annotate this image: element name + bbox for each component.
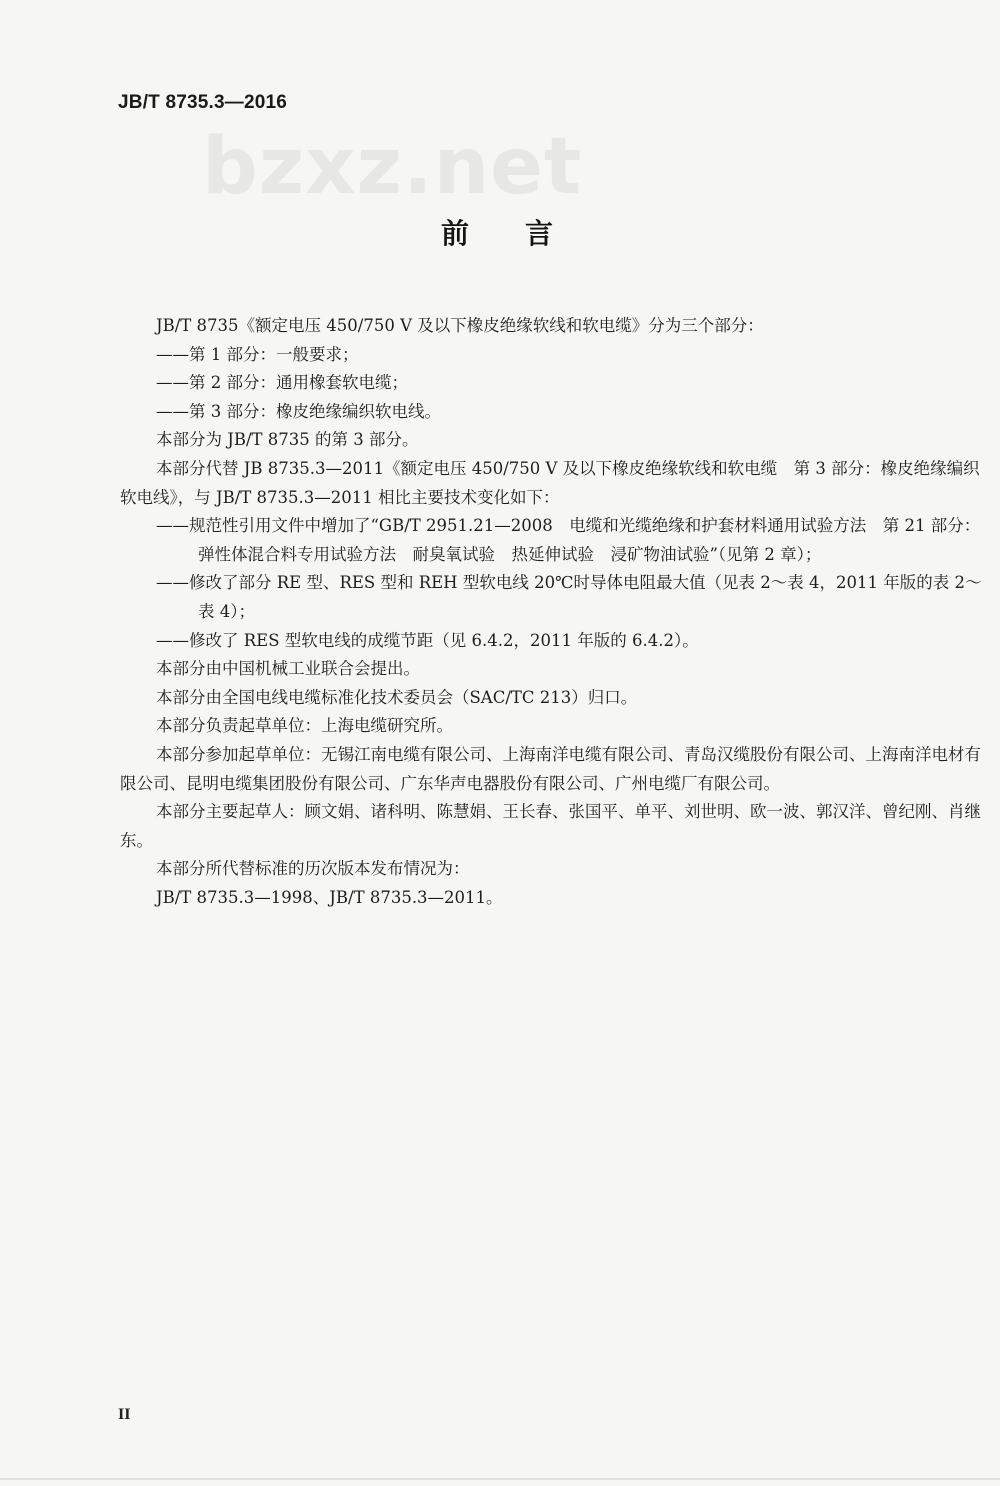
paragraph-intro: JB/T 8735《额定电压 450/750 V 及以下橡皮绝缘软线和软电缆》分为三个部分： xyxy=(156,316,764,335)
page-number: II xyxy=(118,1406,131,1423)
bottom-divider xyxy=(0,1478,1000,1480)
paragraph-history: JB/T 8735.3—1998、JB/T 8735.3—2011。 xyxy=(156,887,503,907)
paragraph-drafters: 本部分主要起草人：顾文娟、诸科明、陈慧娟、王长春、张国平、单平、刘世明、欧一波、郭汉洋、曾纪刚、肖继东。 xyxy=(120,802,981,850)
page-title: 前言 xyxy=(440,217,609,250)
document-body xyxy=(120,312,982,912)
standard-code: JB/T 8735.3—2016 xyxy=(118,92,288,113)
paragraph-this-part: 本部分为 JB/T 8735 的第 3 部分。 xyxy=(156,430,419,450)
list-item-change2: ——修改了部分 RE 型、RES 型和 REH 型软电线 20℃时导体电阻最大值（见表 2～表 4，2011 年版的表 2～表 4）； xyxy=(156,573,982,621)
paragraph-drafting-unit: 本部分负责起草单位：上海电缆研究所。 xyxy=(156,716,453,736)
list-item-change1: ——规范性引用文件中增加了“GB/T 2951.21—2008 电缆和光缆绝缘和护套材料通用试验方法 第 21 部分：弹性体混合料专用试验方法 耐臭氧试验 热延伸试验 浸矿物油试验”（见第 2 章）； xyxy=(156,516,981,564)
list-item-part3: ——第 3 部分：橡皮绝缘编织软电线。 xyxy=(156,401,441,421)
watermark: bzxz.net xyxy=(202,122,583,212)
paragraph-participating: 本部分参加起草单位：无锡江南电缆有限公司、上海南洋电缆有限公司、青岛汉缆股份有限公司、上海南洋电材有限公司、昆明电缆集团股份有限公司、广东华声电器股份有限公司、广州电缆厂有限公司。 xyxy=(120,744,981,793)
paragraph-replaces: 本部分代替 JB 8735.3—2011《额定电压 450/750 V 及以下橡皮绝缘软线和软电缆 第 3 部分：橡皮绝缘编织软电线》，与 JB/T 8735.3—2011 相比主要技术变化如下： xyxy=(120,458,980,507)
paragraph-history-intro: 本部分所代替标准的历次版本发布情况为： xyxy=(156,859,470,879)
paragraph-centralized: 本部分由全国电线电缆标准化技术委员会（SAC/TC 213）归口。 xyxy=(156,687,638,707)
paragraph-proposed: 本部分由中国机械工业联合会提出。 xyxy=(156,659,420,679)
list-item-part2: ——第 2 部分：通用橡套软电缆； xyxy=(156,373,408,393)
list-item-part1: ——第 1 部分：一般要求； xyxy=(156,344,359,364)
list-item-change3: ——修改了 RES 型软电线的成缆节距（见 6.4.2，2011 年版的 6.4.2）。 xyxy=(156,630,699,650)
